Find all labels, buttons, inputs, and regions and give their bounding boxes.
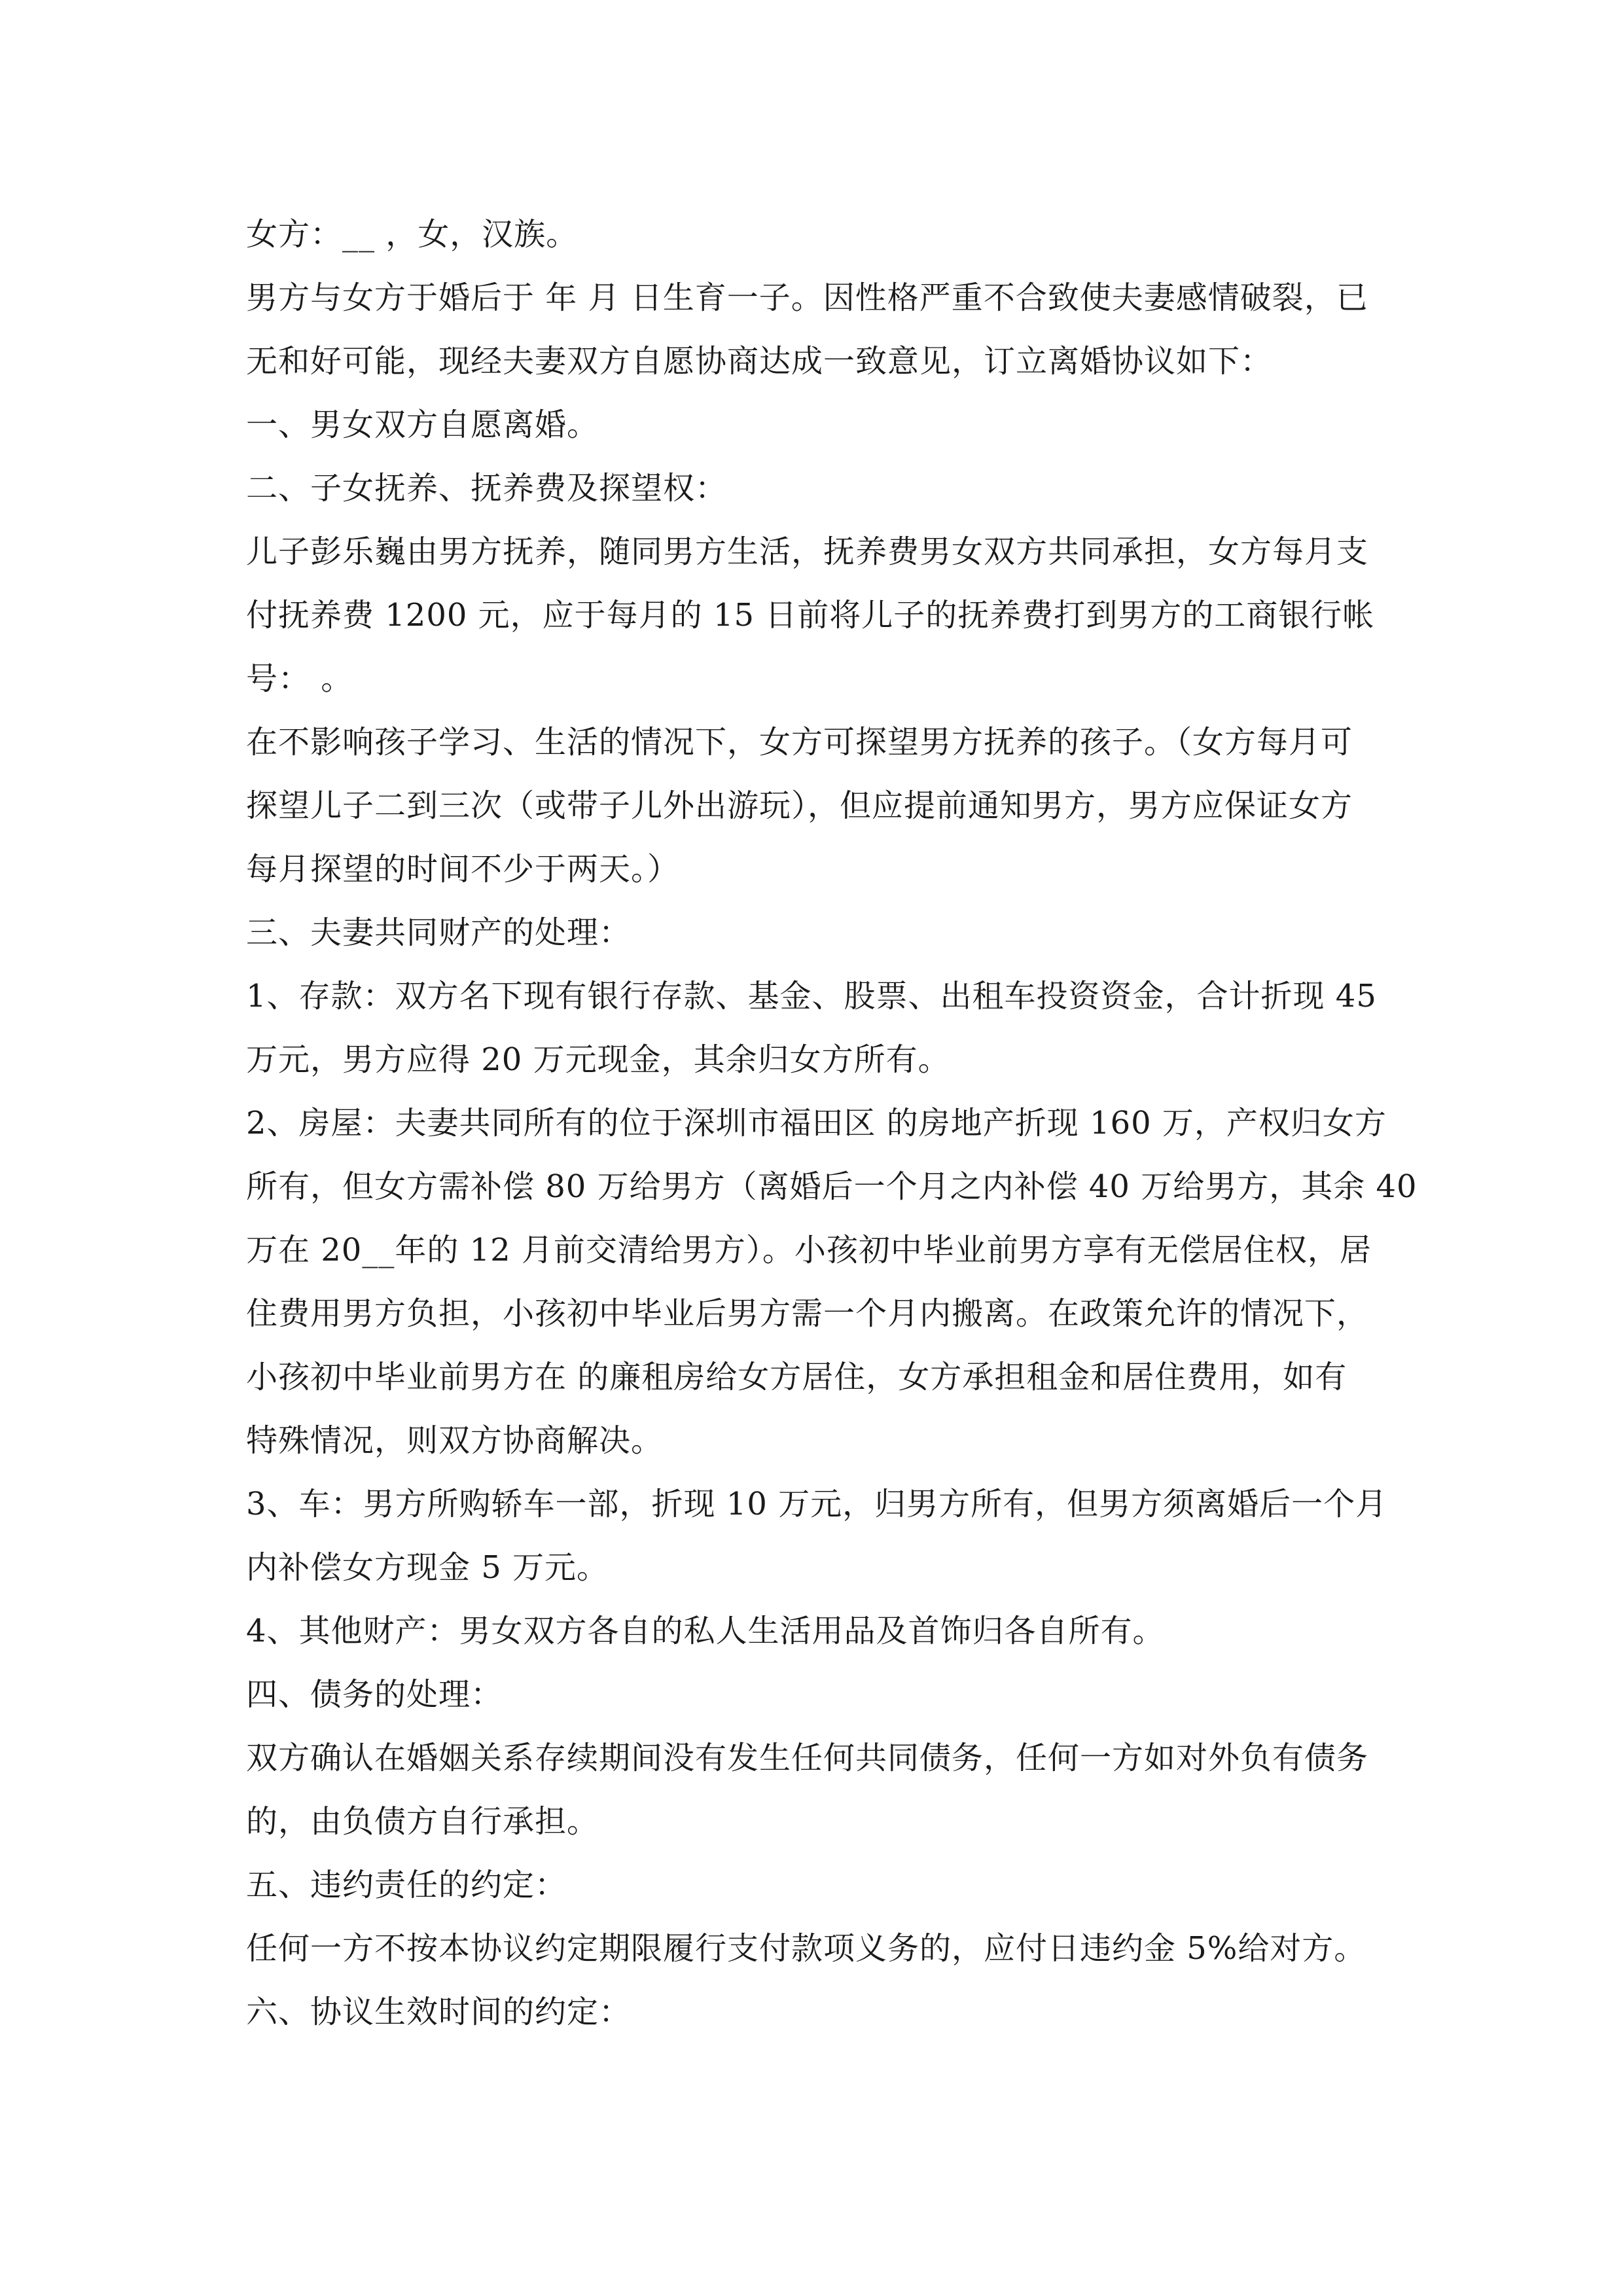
- text-line: 每月探望的时间不少于两天。）: [246, 851, 680, 888]
- text-line: 号： 。: [246, 660, 353, 697]
- text-line: 在不影响孩子学习、生活的情况下，女方可探望男方抚养的孩子。（女方每月可: [246, 724, 1353, 761]
- text-line: 无和好可能，现经夫妻双方自愿协商达成一致意见，订立离婚协议如下：: [246, 343, 1273, 380]
- section-heading: 二、子女抚养、抚养费及探望权：: [246, 470, 728, 507]
- text-line: 任何一方不按本协议约定期限履行支付款项义务的，应付日违约金 5%给对方。: [246, 1930, 1366, 1967]
- text-line: 付抚养费 1200 元，应于每月的 15 日前将儿子的抚养费打到男方的工商银行帐: [246, 597, 1375, 634]
- document-body: [246, 203, 1418, 2044]
- text-line: 1、存款：双方名下现有银行存款、基金、股票、出租车投资资金，合计折现 45: [246, 978, 1377, 1014]
- text-line: 内补偿女方现金 5 万元。: [246, 1549, 609, 1586]
- text-line: 2、房屋：夫妻共同所有的位于深圳市福田区 的房地产折现 160 万，产权归女方: [246, 1105, 1387, 1141]
- text-line: 的，由负债方自行承担。: [246, 1803, 599, 1840]
- text-line: 万元，男方应得 20 万元现金，其余归女方所有。: [246, 1041, 950, 1078]
- text-line: 儿子彭乐巍由男方抚养，随同男方生活，抚养费男女双方共同承担，女方每月支: [246, 533, 1369, 570]
- text-line: 男方与女方于婚后于 年 月 日生育一子。因性格严重不合致使夫妻感情破裂，已: [246, 279, 1368, 316]
- section-heading: 一、男女双方自愿离婚。: [246, 406, 599, 443]
- section-heading: 三、夫妻共同财产的处理：: [246, 914, 632, 951]
- text-line: 女方：__ ，女，汉族。: [246, 216, 579, 253]
- text-line: 3、车：男方所购轿车一部，折现 10 万元，归男方所有，但男方须离婚后一个月: [246, 1486, 1388, 1522]
- section-heading: 五、违约责任的约定：: [246, 1867, 567, 1903]
- text-line: 双方确认在婚姻关系存续期间没有发生任何共同债务，任何一方如对外负有债务: [246, 1740, 1369, 1776]
- text-line: 住费用男方负担，小孩初中毕业后男方需一个月内搬离。在政策允许的情况下，: [246, 1295, 1369, 1332]
- text-line: 4、其他财产：男女双方各自的私人生活用品及首饰归各自所有。: [246, 1613, 1165, 1649]
- section-heading: 六、协议生效时间的约定：: [246, 1994, 632, 2030]
- text-line: 小孩初中毕业前男方在 的廉租房给女方居住，女方承担租金和居住费用，如有: [246, 1359, 1347, 1395]
- text-line: 万在 20__年的 12 月前交清给男方）。小孩初中毕业前男方享有无偿居住权，居: [246, 1232, 1372, 1268]
- text-line: 所有，但女方需补偿 80 万给男方（离婚后一个月之内补偿 40 万给男方，其余 40: [246, 1168, 1418, 1205]
- text-line: 探望儿子二到三次（或带子儿外出游玩），但应提前通知男方，男方应保证女方: [246, 787, 1353, 824]
- text-line: 特殊情况，则双方协商解决。: [246, 1422, 664, 1459]
- section-heading: 四、债务的处理：: [246, 1676, 503, 1713]
